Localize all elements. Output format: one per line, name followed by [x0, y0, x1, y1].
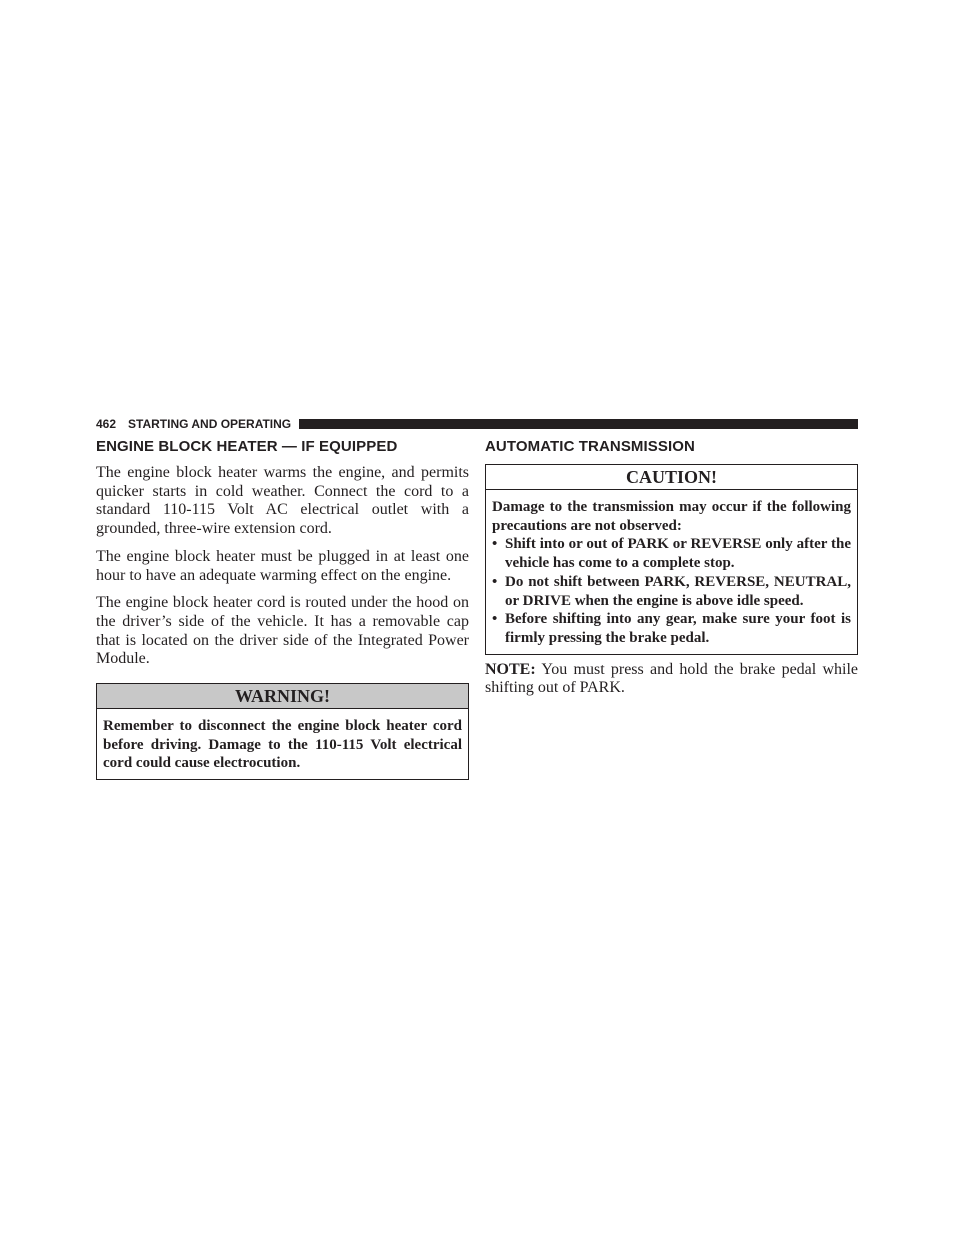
bullet-icon: • [492, 611, 498, 628]
list-item-text: Shift into or out of PARK or REVERSE only after the vehicle has come to a complete stop. [505, 536, 851, 572]
page-header [96, 416, 858, 432]
warning-box [96, 683, 469, 780]
paragraph: The engine block heater cord is routed under the hood on the driver’s side of the vehicle. It has a removable cap that is located on the driver side of the Integrated Power Module. [96, 594, 469, 668]
caution-body [486, 490, 857, 654]
list-item-text: Do not shift between PARK, REVERSE, NEUTRAL, or DRIVE when the engine is above idle speed. [505, 573, 851, 609]
header-rule [299, 419, 858, 429]
caution-title: CAUTION! [486, 465, 857, 490]
caution-intro: Damage to the transmission may occur if the following precautions are not observed: [492, 499, 851, 534]
list-item [492, 535, 851, 572]
caution-box [485, 464, 858, 655]
list-item [492, 573, 851, 610]
warning-text: Remember to disconnect the engine block heater cord before driving. Damage to the 110-115 Volt electrical cord could cause electrocution. [103, 718, 462, 772]
left-column [96, 438, 469, 780]
list-item-text: Before shifting into any gear, make sure your foot is firmly pressing the brake pedal. [505, 611, 851, 646]
bullet-icon: • [492, 573, 498, 590]
warning-title: WARNING! [97, 684, 468, 709]
automatic-transmission-heading: AUTOMATIC TRANSMISSION [485, 438, 695, 455]
bullet-icon: • [492, 536, 498, 553]
note-label: NOTE: [485, 660, 536, 678]
paragraph: The engine block heater warms the engine, and permits quicker starts in cold weather. Connect the cord to a standard 110-115 Volt AC electrical outlet with a grounded, three-wire extension cord. [96, 464, 469, 538]
note-text: You must press and hold the brake pedal while shifting out of PARK. [485, 660, 859, 697]
section-title: STARTING AND OPERATING [128, 417, 292, 431]
list-item [492, 610, 851, 647]
right-column [485, 438, 858, 698]
page-number: 462 [96, 417, 117, 431]
engine-block-heater-heading: ENGINE BLOCK HEATER — IF EQUIPPED [96, 438, 398, 455]
note-paragraph [485, 661, 858, 698]
paragraph: The engine block heater must be plugged in at least one hour to have an adequate warming effect on the engine. [96, 547, 469, 584]
caution-list [492, 535, 851, 647]
